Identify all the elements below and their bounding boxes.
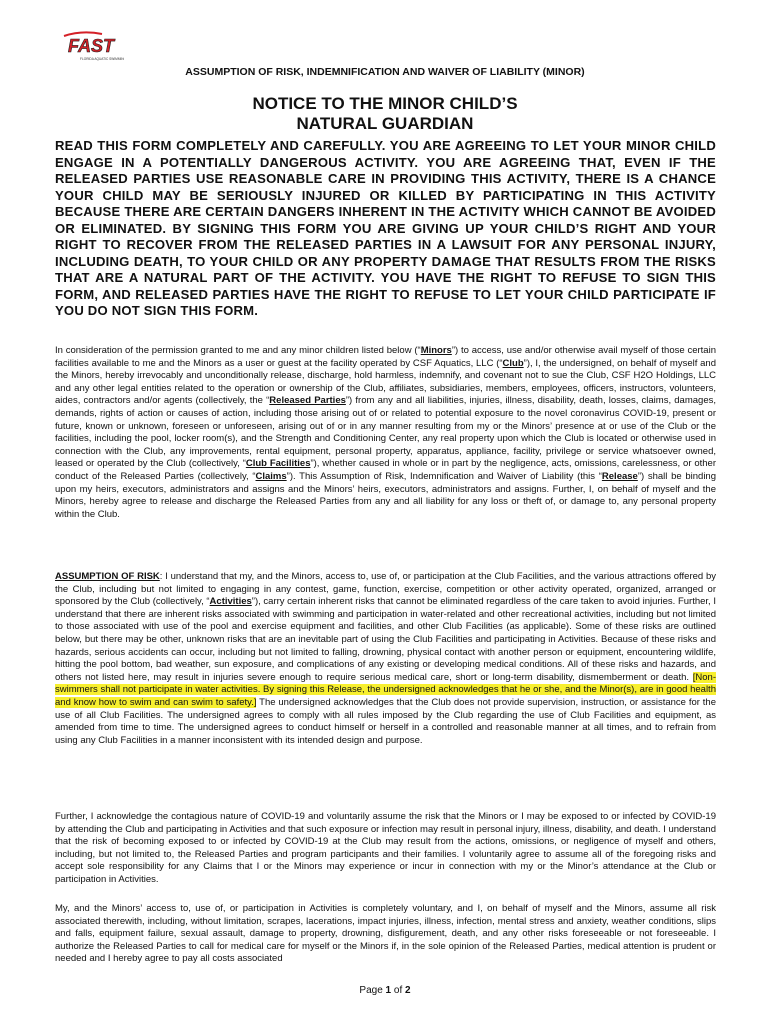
intro-paragraph: In consideration of the permission granted to me and any minor children listed below (“Minors”) to access, use and/or otherwise avail myself of those certain facilities available to me and the Minors as a user or guest at the facility operated by CSF Aquatics, LLC (“Club”), I, the undersigned, on behalf of myself and the Minors, hereby irrevocably and unconditionally release, discharge, hold harmless, indemnify, and covenant not to sue the Club, CSF H2O Holdings, LLC and any other legal entities related to the operation or ownership of the Club, affiliates, subsidiaries, members, employees, officers, instructors, volunteers, aides, contractors and/or agents (collectively, the “Released Parties”) from any and all liabilities, injuries, illness, disability, death, losses, claims, damages, demands, rights of action or causes of action, including those arising out of or related to potential exposure to the novel coronavirus COVID-19, present or future, known or unknown, foreseen or unforeseen, arising out of or in any manner resulting from my or the Minors’ presence at or use of the Club or the facilities, including the pool, locker room(s), and the Strength and Conditioning Center, any real property upon which the Club is located or otherwise used in connection with the Club, any improvements, rental equipment, personal property, apparatus, appliance, facility, privilege or service whatsoever owned, leased or operated by the Club (collectively, “Club Facilities”), whether caused in whole or in part by the negligence, acts, omissions, carelessness, or other conduct of the Released Parties (collectively, “Claims”). This Assumption of Risk, Indemnification and Waiver of Liability (this “Release”) shall be binding upon my heirs, executors, administrators and assigns and the Minors’ heirs, executors, administrators and assigns. Further, I, on behalf of myself and the Minors, hereby agree to release and discharge the Released Parties from any and all liability for any loss or theft of, or damage to, any personal property within the Club. bbox=[55, 345, 716, 520]
term-club: Club bbox=[502, 357, 524, 369]
notice-title bbox=[0, 94, 770, 134]
current-page-number: 1 bbox=[385, 985, 392, 996]
logo-text: FAST bbox=[68, 36, 115, 56]
term-activities: Activities bbox=[209, 596, 252, 608]
term-minors: Minors bbox=[420, 345, 452, 356]
term-club-facilities: Club Facilities bbox=[245, 458, 311, 470]
term-claims: Claims bbox=[255, 470, 287, 482]
total-page-count: 2 bbox=[405, 985, 411, 996]
page-footer: Page 1 of 2 bbox=[359, 985, 411, 996]
document-header-title: ASSUMPTION OF RISK, INDEMNIFICATION AND WAIVER OF LIABILITY (MINOR) bbox=[185, 66, 585, 78]
notice-title-line2: NATURAL GUARDIAN bbox=[296, 114, 474, 133]
logo-subtext: FLORIDA AQUATIC SWIMMING bbox=[80, 57, 124, 61]
covid-paragraph: Further, I acknowledge the contagious nature of COVID-19 and voluntarily assume the risk that the Minors or I may be exposed to or infected by COVID-19 by attending the Club and participating in Activities and that such exposure or infection may result in personal injury, illness, disability, and death. I understand that the risk of becoming exposed to or infected by COVID-19 at the Club may result from the actions, omissions, or negligence of myself and others, including, but not limited to, the Released Parties and program participants and their families. I voluntarily agree to assume all of the foregoing risks and accept sole responsibility for any Claims that I or the Minors may experience or incur in connection with my or the Minor’s attendance at the Club or participation in Activities. bbox=[55, 811, 716, 885]
term-released-parties: Released Parties bbox=[269, 395, 346, 407]
notice-title-line1: NOTICE TO THE MINOR CHILD’S bbox=[252, 94, 518, 113]
highlighted-swim-requirement: [Non-swimmers shall not participate in water activities. By signing this Release, the undersigned acknowledges that he or she, and the Minor(s), are in good health and know how to swim and can swim to safety.] bbox=[55, 671, 716, 708]
assumption-of-risk-heading: ASSUMPTION OF RISK bbox=[55, 571, 160, 582]
assumption-of-risk-paragraph: ASSUMPTION OF RISK: I understand that my, and the Minors, access to, use of, or participation at the Club Facilities, and the various attractions offered by the Club, including but not limited to engaging in any contest, game, function, exercise, competition or other activity operated, organized, arranged or sponsored by the Club (collectively, “Activities”), carry certain inherent risks that cannot be eliminated regardless of the care taken to avoid injuries. Further, I understand that there are inherent risks associated with swimming and participation in water-related and other recreational activities, including but not limited to those associated with use of the pool and exercise equipment and facilities, and other Club Facilities (as applicable). Some of these risks are outlined below, but there may be other, unknown risks that are an inevitable part of using the Club Facilities and participating in Activities. Because of these risks and hazards, serious accidents can occur, including but not limited to falling, drowning, physical contact with another person or equipment, encountering wildlife, hitting the pool bottom, bad weather, sun exposure, and complications of any existing or developing medical conditions. All of these risks and hazards, and others not listed here, may result in injuries severe enough to require serious medical care, short or long-term disability, dismemberment or death. [Non-swimmers shall not participate in water activities. By signing this Release, the undersigned acknowledges that he or she, and the Minor(s), are in good health and know how to swim and can swim to safety.] The undersigned acknowledges that the Club does not provide supervision, instruction, or assistance for the use of all Club Facilities. The undersigned agrees to comply with all rules imposed by the Club regarding the use of Club Facilities and equipment, as amended from time to time. The undersigned agrees to conduct himself or herself in a controlled and reasonable manner at all times, and to refrain from using any Club Facilities in a manner inconsistent with its intended design and purpose. bbox=[55, 571, 716, 746]
voluntary-access-paragraph: My, and the Minors’ access to, use of, or participation in Activities is completely voluntary, and I, on behalf of myself and the Minors, assume all risk associated therewith, including, without limitation, scrapes, lacerations, impact injuries, illness, infection, mental stress and anxiety, weather conditions, slips and falls, equipment failure, sexual assault, damage to property, drowning, disfigurement, death, and any other risks foreseeable or not foreseeable. I authorize the Released Parties to call for medical care for myself or the Minors if, in the sole opinion of the Released Parties, medical attention is prudent or needed and I hereby agree to pay all costs associated bbox=[55, 903, 716, 965]
fast-logo-graphic bbox=[62, 30, 124, 62]
warning-paragraph: READ THIS FORM COMPLETELY AND CAREFULLY. YOU ARE AGREEING TO LET YOUR MINOR CHILD ENGAGE IN A POTENTIALLY DANGEROUS ACTIVITY. YOU ARE AGREEING THAT, EVEN IF THE RELEASED PARTIES USE REASONABLE CARE IN PROVIDING THIS ACTIVITY, THERE IS A CHANCE YOUR CHILD MAY BE SERIOUSLY INJURED OR KILLED BY PARTICIPATING IN THIS ACTIVITY BECAUSE THERE ARE CERTAIN DANGERS INHERENT IN THE ACTIVITY WHICH CANNOT BE AVOIDED OR ELIMINATED. BY SIGNING THIS FORM YOU ARE GIVING UP YOUR CHILD’S RIGHT AND YOUR RIGHT TO RECOVER FROM THE RELEASED PARTIES IN A LAWSUIT FOR ANY PERSONAL INJURY, INCLUDING DEATH, TO YOUR CHILD OR ANY PROPERTY DAMAGE THAT RESULTS FROM THE RISKS THAT ARE A NATURAL PART OF THE ACTIVITY. YOU HAVE THE RIGHT TO REFUSE TO SIGN THIS FORM, AND RELEASED PARTIES HAVE THE RIGHT TO REFUSE TO LET YOUR CHILD PARTICIPATE IF YOU DO NOT SIGN THIS FORM. bbox=[55, 138, 716, 318]
term-release: Release bbox=[601, 470, 638, 482]
fast-logo bbox=[62, 30, 124, 62]
